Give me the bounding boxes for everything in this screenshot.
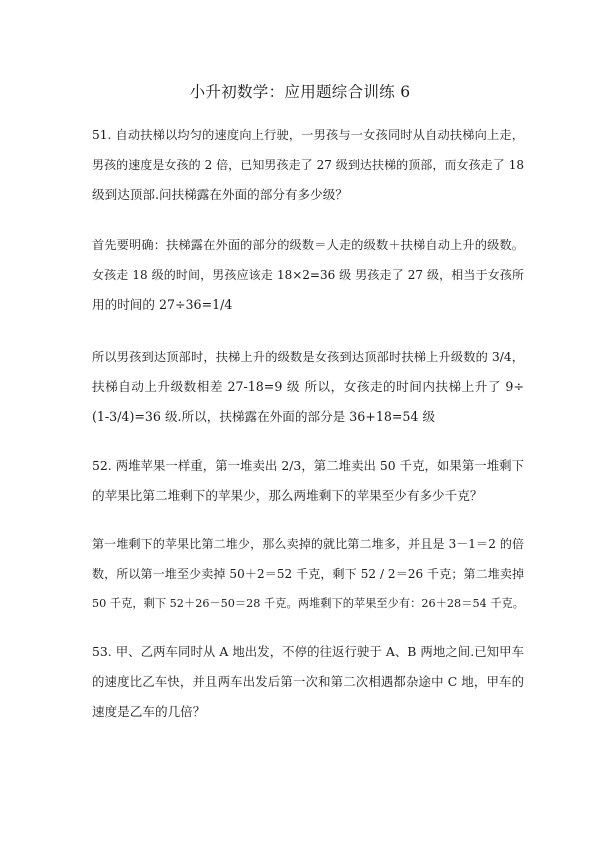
question-51-line-1: 51. 自动扶梯以均匀的速度向上行驶，一男孩与一女孩同时从自动扶梯向上走， [92,128,524,142]
answer-52-line-1: 第一堆剩下的苹果比第二堆少，那么卖掉的就比第二堆多，并且是 3－1＝2 的倍 [92,537,524,551]
answer-52-line-3: 50 千克，剩下 52＋26－50＝28 千克。两堆剩下的苹果至少有：26＋28＝54 千克。 [92,597,524,610]
answer-51-part-1-line-3: 用的时间的 27÷36=1/4 [92,297,233,312]
question-51 [92,120,524,210]
answer-51-part-1-line-1: 首先要明确：扶梯露在外面的部分的级数＝人走的级数＋扶梯自动上升的级数。 [92,238,524,252]
answer-51-part-2-line-3: (1-3/4)=36 级.所以，扶梯露在外面的部分是 36+18=54 级 [92,409,436,424]
answer-51-part-2 [92,342,524,432]
question-53 [92,637,524,727]
answer-51-part-2-line-2: 扶梯自动上升级数相差 27-18=9 级 所以，女孩走的时间内扶梯上升了 9÷ [92,379,524,394]
question-52-line-1: 52. 两堆苹果一样重，第一堆卖出 2/3，第二堆卖出 50 千克，如果第一堆剩下 [92,458,524,473]
question-51-line-3: 级到达顶部.问扶梯露在外面的部分有多少级？ [92,187,348,202]
question-52-line-2: 的苹果比第二堆剩下的苹果少，那么两堆剩下的苹果至少有多少千克？ [92,488,483,503]
question-51-line-2: 男孩的速度是女孩的 2 倍，已知男孩走了 27 级到达扶梯的顶部，而女孩走了 18 [92,158,524,172]
question-53-line-2: 的速度比乙车快，并且两车出发后第一次和第二次相遇都杂途中 C 地，甲车的 [92,674,524,689]
answer-51-part-2-line-1: 所以男孩到达顶部时，扶梯上升的级数是女孩到达顶部时扶梯上升级数的 3/4， [92,350,524,364]
answer-51-part-1 [92,230,524,320]
answer-52 [92,529,524,619]
page-title: 小升初数学：应用题综合训练 6 [189,83,411,101]
question-52 [92,451,524,511]
question-53-line-1: 53. 甲、乙两车同时从 A 地出发，不停的往返行驶于 A、B 两地之间.已知甲车 [92,644,524,659]
answer-52-line-2: 数，所以第一堆至少卖掉 50＋2＝52 千克，剩下 52 / 2＝26 千克；第二堆卖掉 [92,567,524,581]
answer-51-part-1-line-2: 女孩走 18 级的时间，男孩应该走 18×2=36 级 男孩走了 27 级，相当于女孩所 [92,268,524,282]
question-53-line-3: 速度是乙车的几倍？ [92,704,206,719]
